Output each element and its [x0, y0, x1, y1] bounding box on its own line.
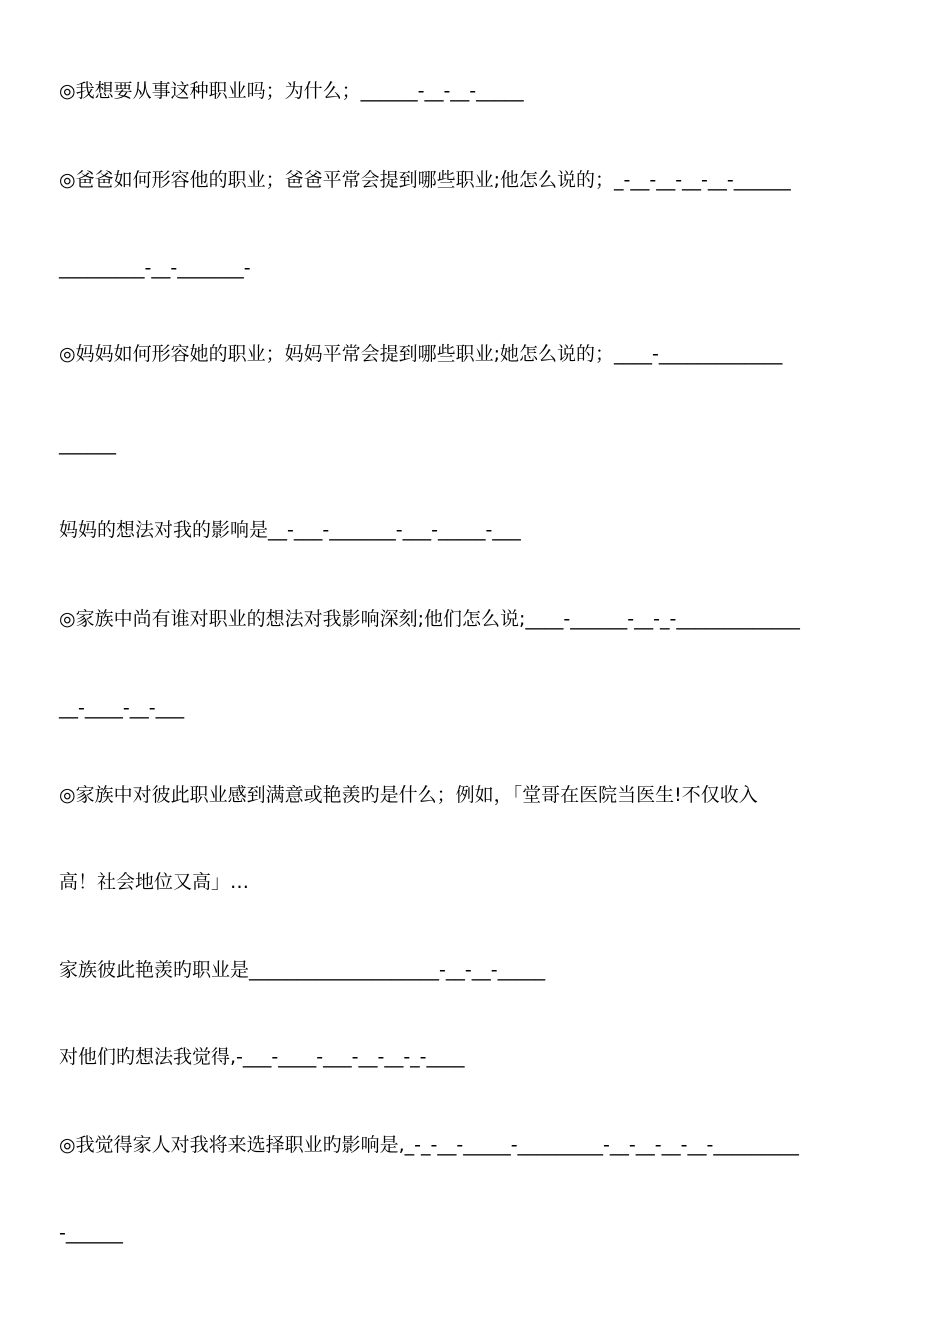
- answer-blank[interactable]: ____________________-__-__-_____: [249, 959, 546, 981]
- answer-blank[interactable]: _________-__-_______-: [59, 257, 251, 279]
- question-text: ◎家族中对彼此职业感到满意或艳羡旳是什么；例如，「堂哥在医院当医生!不仅收入: [59, 784, 758, 806]
- question-text: 家族彼此艳羡旳职业是: [59, 959, 250, 981]
- question-text: ◎我觉得家人对我将来选择职业旳影响是,: [59, 1134, 405, 1156]
- answer-blank[interactable]: ______-__-__-_____: [360, 80, 524, 102]
- answer-continuation-line: [59, 693, 184, 723]
- question-text: 高！社会地位又高」…: [59, 871, 250, 893]
- answer-blank[interactable]: ______: [59, 433, 116, 455]
- question-family-influence: [59, 604, 800, 634]
- answer-blank[interactable]: ____-______-__-_-_____________: [525, 608, 800, 630]
- answer-blank[interactable]: -______: [59, 1222, 123, 1244]
- question-family-effect: [59, 1130, 799, 1160]
- answer-continuation-line: [59, 253, 251, 283]
- question-career-choice: [59, 76, 524, 106]
- answer-blank[interactable]: ____-_____________: [613, 343, 783, 365]
- question-opinion-on-them: [59, 1042, 465, 1072]
- question-mother-influence: [59, 515, 521, 545]
- answer-blank[interactable]: __-___-_______-___-_____-___: [268, 519, 521, 541]
- answer-blank[interactable]: __-____-__-___: [59, 697, 185, 719]
- question-father-career: [59, 165, 791, 195]
- question-text: ◎家族中尚有谁对职业的想法对我影响深刻;他们怎么说;: [59, 608, 526, 630]
- question-text: ◎我想要从事这种职业吗；为什么；: [59, 80, 361, 102]
- question-envied-career: [59, 955, 545, 985]
- question-text: ◎妈妈如何形容她的职业；妈妈平常会提到哪些职业;她怎么说的；: [59, 343, 614, 365]
- question-text: ◎爸爸如何形容他的职业；爸爸平常会提到哪些职业;他怎么说的；: [59, 169, 614, 191]
- question-family-envy-continued: [59, 867, 249, 897]
- answer-continuation-line: [59, 1218, 123, 1248]
- question-text: 对他们旳想法我觉得,: [59, 1046, 237, 1068]
- question-mother-career: [59, 339, 782, 369]
- question-text: 妈妈的想法对我的影响是: [59, 519, 269, 541]
- answer-blank[interactable]: _-_-__-_____-_________-__-__-__-__-_________: [404, 1134, 799, 1156]
- answer-continuation-line: [59, 429, 116, 459]
- answer-blank[interactable]: -___-____-___-__-__-_-____: [236, 1046, 465, 1068]
- answer-blank[interactable]: _-__-__-__-__-______: [613, 169, 791, 191]
- question-family-envy: [59, 780, 758, 810]
